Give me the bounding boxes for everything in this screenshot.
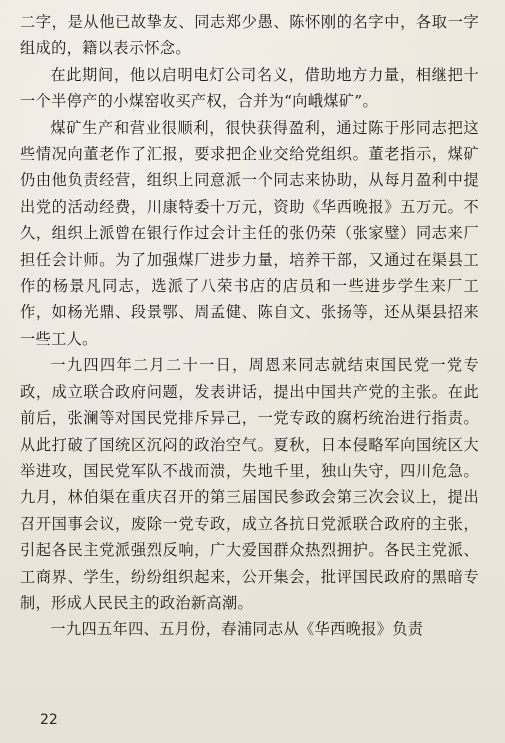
paragraph-5: 一九四五年四、五月份，春浦同志从《华西晚报》负责 xyxy=(50,620,424,639)
page-number: 22 xyxy=(40,712,58,728)
paragraph-3: 煤矿生产和营业很顺利，很快获得盈利，通过陈于彤同志把这些情况向董老作了汇报，要求把企业交给党组织。董老指示，煤矿仍由他负责经营，组织上同意派一个同志来协助，从每月盈利中提出党的活动经费，川康特委十万元，资助《华西晚报》五万元。不久，组织上派曾在银行作过会计主任的张仍荣（张家璧）同志来厂担任会计师。为了加强煤厂进步力量，培养干部，又通过在渠县工作的杨景凡同志，选派了八荣书店的店员和一些进步学生来厂工作，如杨光鼎、段景鄂、周孟健、陈自文、张扬等，还从渠县招来一些工人。 xyxy=(20,118,479,348)
paragraph-1: 二字，是从他已故挚友、同志郑少愚、陈怀刚的名字中，各取一字组成的，籍以表示怀念。 xyxy=(20,13,479,58)
paragraph-2: 在此期间，他以启明电灯公司名义，借助地方力量，相继把十一个半停产的小煤窑收买产权，合并为“向峨煤矿”。 xyxy=(20,65,479,111)
body-text xyxy=(20,9,479,643)
paragraph-4: 一九四四年二月二十一日，周恩来同志就结束国民党一党专政，成立联合政府问题，发表讲话，提出中国共产党的主张。在此前后，张澜等对国民党排斥异己，一党专政的腐朽统治进行指责。从此打破了国统区沉闷的政治空气。夏秋，日本侵略军向国统区大举进攻，国民党军队不战而溃，失地千里，独山失守，四川危急。九月，林伯渠在重庆召开的第三届国民参政会第三次会议上，提出召开国事会议，废除一党专政，成立各抗日党派联合政府的主张，引起各民主党派强烈反响，广大爱国群众热烈拥护。各民主党派、工商界、学生，纷纷组织起来，公开集会，批评国民政府的黑暗专制，形成人民民主的政治新高潮。 xyxy=(20,356,479,612)
